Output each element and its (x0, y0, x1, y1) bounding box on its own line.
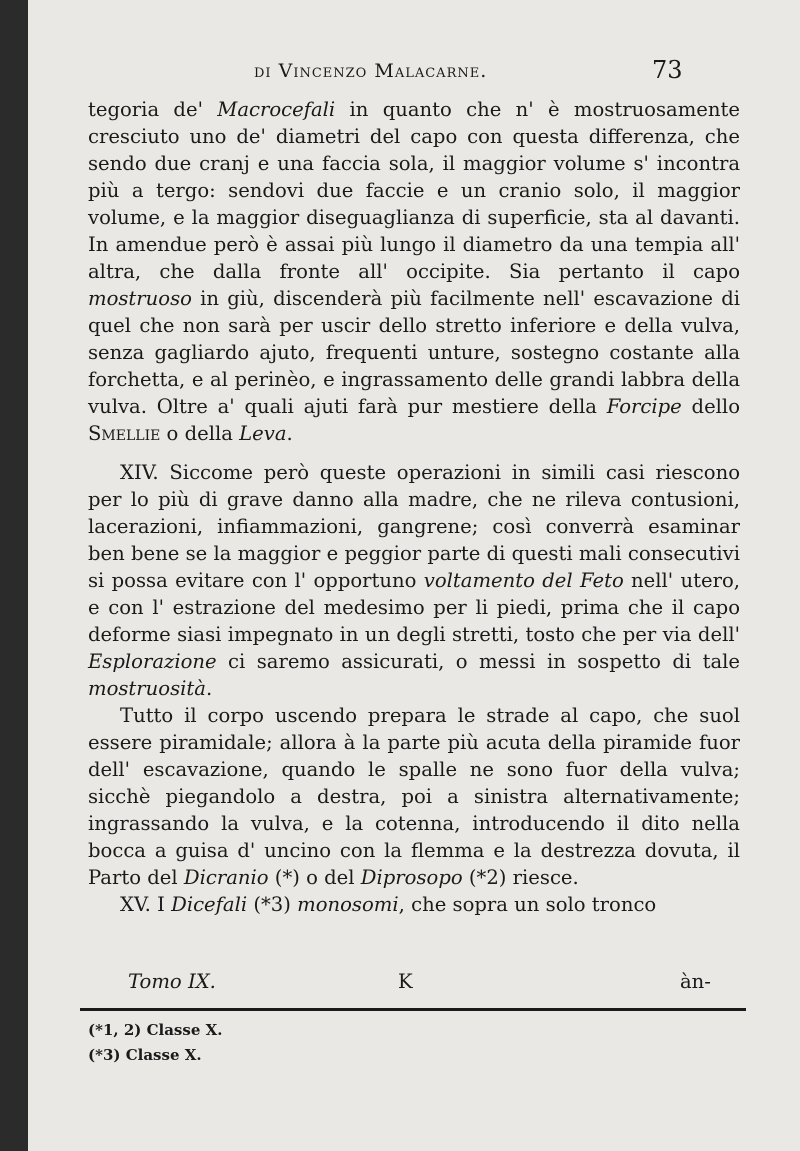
footnote-2: (*3) Classe X. (88, 1046, 202, 1064)
page-number: 73 (652, 56, 683, 84)
signature-line (128, 970, 740, 997)
signature-mark: K (398, 970, 413, 993)
emphasis-term: Leva (239, 422, 287, 445)
emphasis-term: Forcipe (606, 395, 682, 418)
footnote-rule (80, 1008, 746, 1011)
emphasis-term: Macrocefali (217, 98, 336, 121)
book-page (28, 0, 800, 1151)
footnote-1: (*1, 2) Classe X. (88, 1021, 223, 1039)
paragraph-4: XV. I Dicefali (*3) monosomi, che sopra un solo tronco (120, 893, 657, 916)
emphasis-term: voltamento del Feto (423, 569, 624, 592)
paragraph-2: XIV. Siccome però queste operazioni in simili casi riescono per lo più di grave danno alla madre, che ne rileva contusioni, lacerazioni, infiammazioni, gangrene; così converrà esaminar ben bene se la maggior e peggior parte di questi mali consecutivi si possa evitare con l' opportuno voltamento del Feto nell' utero, e con l' estrazione del medesimo per li piedi, prima che il capo deforme siasi impegnato in un degli stretti, tosto che per via dell' Esplorazione ci saremo assicurati, o messi in sospetto di tale mostruosità. (88, 461, 740, 700)
paragraph-1: tegoria de' Macrocefali in quanto che n' è mostruosamente cresciuto uno de' diametri del capo con questa differenza, che sendo due cranj e una faccia sola, il maggior volume s' incontra più a tergo: sendovi due faccie e un cranio solo, il maggior volume, e la maggior diseguaglianza di superficie, sta al davanti. In amendue però è assai più lungo il diametro da una tempia all' altra, che dalla fronte all' occipite. Sia pertanto il capo mostruoso in giù, discenderà più facilmente nell' escavazione di quel che non sarà per uscir dello stretto inferiore e della vulva, senza gagliardo ajuto, frequenti unture, sostegno costante alla forchetta, e al perinèo, e ingrassamento delle grandi labbra della vulva. Oltre a' quali ajuti farà pur mestiere della Forcipe dello Smellie o della Leva. (88, 98, 740, 445)
footnotes (88, 1018, 222, 1068)
emphasis-term: monosomi (297, 893, 399, 916)
emphasis-term: Diprosopo (360, 866, 463, 889)
emphasis-term: Dicranio (183, 866, 269, 889)
paragraph-3: Tutto il corpo uscendo prepara le strade al capo, che suol essere piramidale; allora à la parte più acuta della piramide fuor dell' escavazione, quando le spalle ne sono fuor della vulva; sicchè piegandolo a destra, poi a sinistra alternativamente; ingrassando la vulva, e la cotenna, introducendo il dito nella bocca a guisa d' uncino con la flemma e la destrezza dovuta, il Parto del Dicranio (*) o del Diprosopo (*2) riesce. (88, 704, 740, 889)
emphasis-term: mostruoso (88, 287, 192, 310)
emphasis-term: Esplorazione (88, 650, 217, 673)
emphasis-term: Dicefali (171, 893, 248, 916)
running-title: di Vincenzo Malacarne. (254, 60, 488, 82)
page-header (28, 56, 800, 96)
body-text (88, 96, 740, 918)
catchword: àn- (680, 970, 711, 993)
volume-label: Tomo IX. (128, 970, 216, 993)
emphasis-term: mostruosità (88, 677, 206, 700)
author-name: Smellie (88, 422, 161, 445)
